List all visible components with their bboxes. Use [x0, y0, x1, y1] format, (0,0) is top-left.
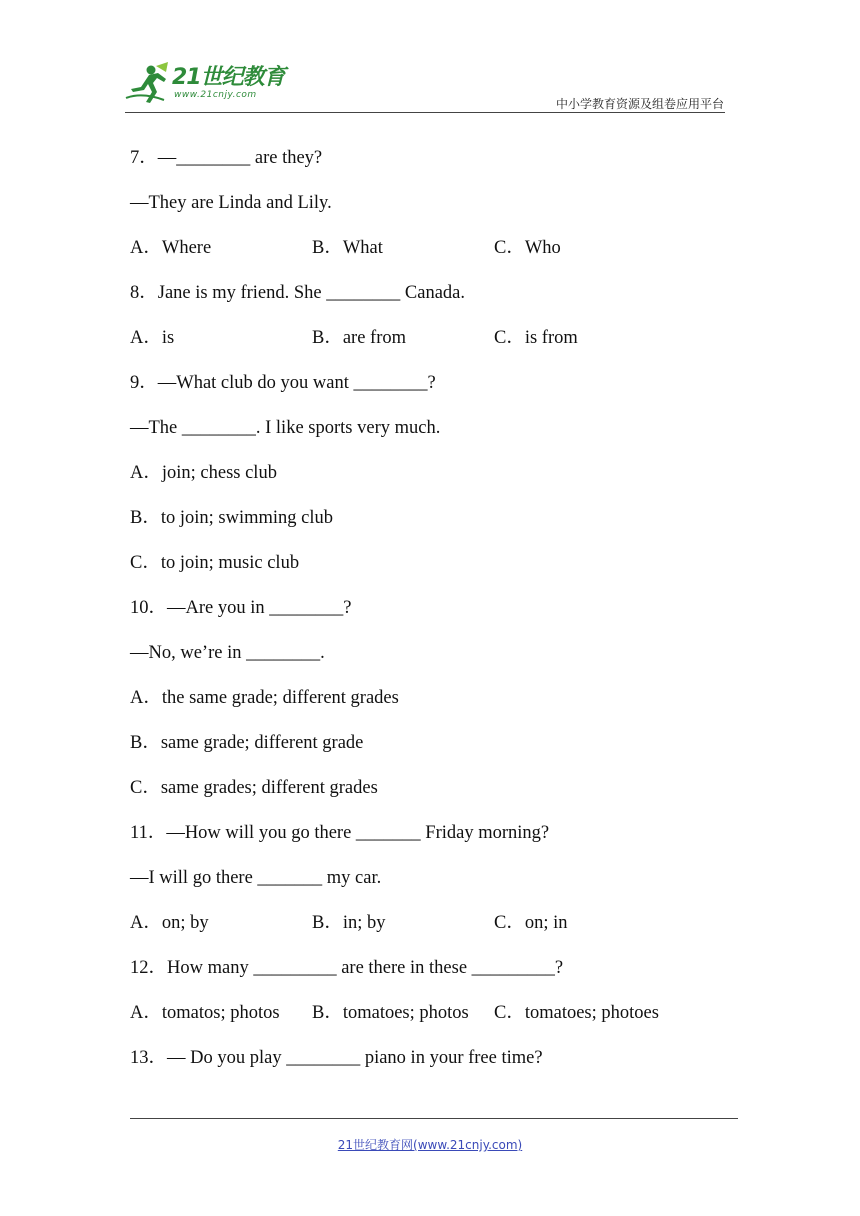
page-header [0, 0, 860, 120]
dialogue-line: —I will go there _______ my car. [130, 868, 382, 888]
question-block [130, 595, 750, 820]
question-block [130, 145, 750, 280]
dialogue-line: —No, we’re in ________. [130, 643, 325, 663]
question-stem: 12．How many _________ are there in these _________? [130, 958, 564, 978]
answer-option[interactable]: B．to join; swimming club [130, 508, 333, 528]
footer-link[interactable]: 21世纪教育网(www.21cnjy.com) [337, 1138, 523, 1152]
answer-option[interactable]: B．same grade; different grade [130, 733, 364, 753]
site-logo[interactable] [124, 62, 294, 106]
logo-url: www.21cnjy.com [174, 90, 257, 100]
answer-option[interactable]: A．the same grade; different grades [130, 688, 399, 708]
question-stem: 7．—________ are they? [130, 148, 323, 168]
answer-option[interactable]: B．What [312, 238, 383, 258]
footer-divider [130, 1118, 738, 1119]
answer-option[interactable]: C．same grades; different grades [130, 778, 378, 798]
answer-option[interactable]: A．is [130, 328, 175, 348]
question-block [130, 370, 750, 595]
answer-option[interactable]: A．join; chess club [130, 463, 277, 483]
question-stem: 10．—Are you in ________? [130, 598, 352, 618]
answer-option[interactable]: B．in; by [312, 913, 386, 933]
question-stem: 11．—How will you go there _______ Friday morning? [130, 823, 550, 843]
options-row [130, 1000, 750, 1045]
runner-icon [124, 62, 170, 106]
dialogue-line: —The ________. I like sports very much. [130, 418, 441, 438]
question-block [130, 820, 750, 955]
options-row [130, 235, 750, 280]
answer-option[interactable]: C．Who [494, 238, 561, 258]
options-row [130, 325, 750, 370]
options-row [130, 910, 750, 955]
answer-option[interactable]: C．to join; music club [130, 553, 300, 573]
answer-option[interactable]: C．on; in [494, 913, 568, 933]
question-block [130, 1045, 750, 1090]
header-divider [125, 112, 725, 113]
answer-option[interactable]: B．tomatoes; photos [312, 1003, 469, 1023]
answer-option[interactable]: B．are from [312, 328, 407, 348]
question-stem: 9．—What club do you want ________? [130, 373, 436, 393]
dialogue-line: —They are Linda and Lily. [130, 193, 332, 213]
question-block [130, 280, 750, 370]
answer-option[interactable]: C．tomatoes; photoes [494, 1003, 659, 1023]
logo-text: 21世纪教育 [172, 65, 285, 90]
header-tagline: 中小学教育资源及组卷应用平台 [555, 97, 724, 111]
answer-option[interactable]: A．Where [130, 238, 212, 258]
answer-option[interactable]: A．tomatos; photos [130, 1003, 280, 1023]
question-list [130, 145, 750, 1090]
question-block [130, 955, 750, 1045]
question-stem: 13．— Do you play ________ piano in your free time? [130, 1048, 543, 1068]
answer-option[interactable]: C．is from [494, 328, 578, 348]
answer-option[interactable]: A．on; by [130, 913, 209, 933]
question-stem: 8．Jane is my friend. She ________ Canada. [130, 283, 465, 303]
